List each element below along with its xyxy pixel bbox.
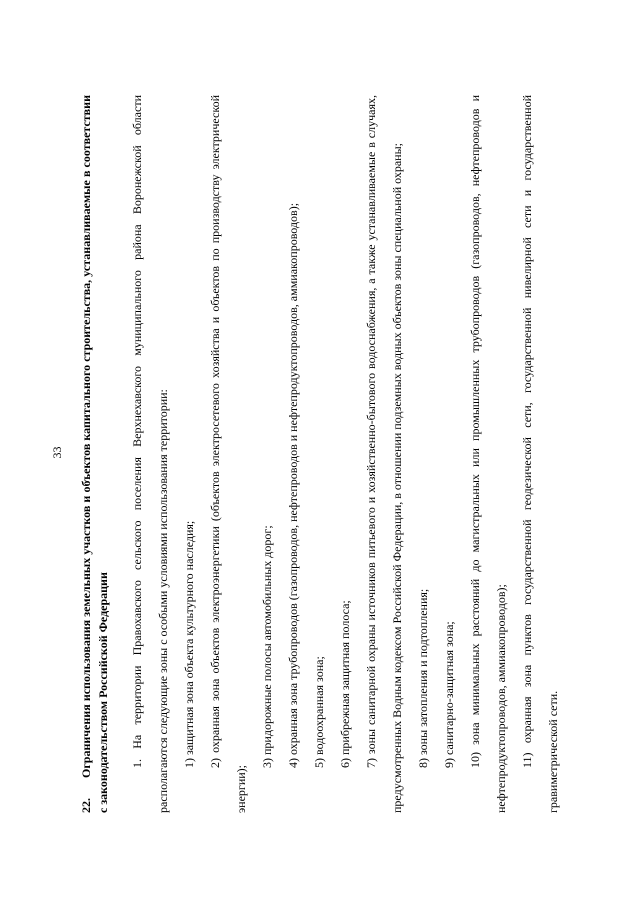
list-item: 11) охранная зона пунктов государственной геодезической сети, государственной нивелирной сети и государственной гравиметрической сети. [520, 95, 560, 813]
list-item: 6) прибрежная защитная полоса; [338, 600, 352, 768]
paragraph-intro: 1. На территории Правохавского сельского поселения Верхнехавского муниципального района Воронежской области располагаются следующие зоны с особыми условиями использования территории: [130, 95, 170, 813]
list-item: 2) охранная зона объектов электроэнергетики (объектов электросетевого хозяйства и объектов по производству электрической энергии); [208, 95, 248, 813]
list-item: 7) зоны санитарной охраны источников питьевого и хозяйственно-бытового водоснабжения, а также устанавливаемые в случаях, предусмотренных Водным кодексом Российской Федерации, в отношении подземных водных объектов зоны специальной охраны; [364, 95, 404, 813]
list-item: 4) охранная зона трубопроводов (газопроводов, нефтепроводов и нефтепродуктопроводов, аммиакопроводов); [286, 202, 300, 768]
list-item: 1) защитная зона объекта культурного наследия; [182, 520, 196, 768]
list-item: 8) зоны затопления и подтопления; [416, 588, 430, 768]
list-item: 10) зона минимальных расстояний до магистральных или промышленных трубопроводов (газопроводов, нефтепроводов и нефтепродуктопроводов, аммиакопроводов); [468, 95, 508, 813]
page-number: 33 [50, 446, 64, 459]
section-heading [78, 95, 112, 813]
section-number: 22. [79, 798, 93, 813]
document-body [78, 95, 566, 813]
list-item: 3) придорожные полосы автомобильных дорог; [260, 525, 274, 768]
list-item: 5) водоохранная зона; [312, 656, 326, 768]
list-item: 9) санитарно-защитная зона; [442, 621, 456, 768]
section-title: Ограничения использования земельных участков и объектов капитального строительства, устанавливаемые в соответствии с законодательством Российской Федерации [79, 95, 110, 813]
